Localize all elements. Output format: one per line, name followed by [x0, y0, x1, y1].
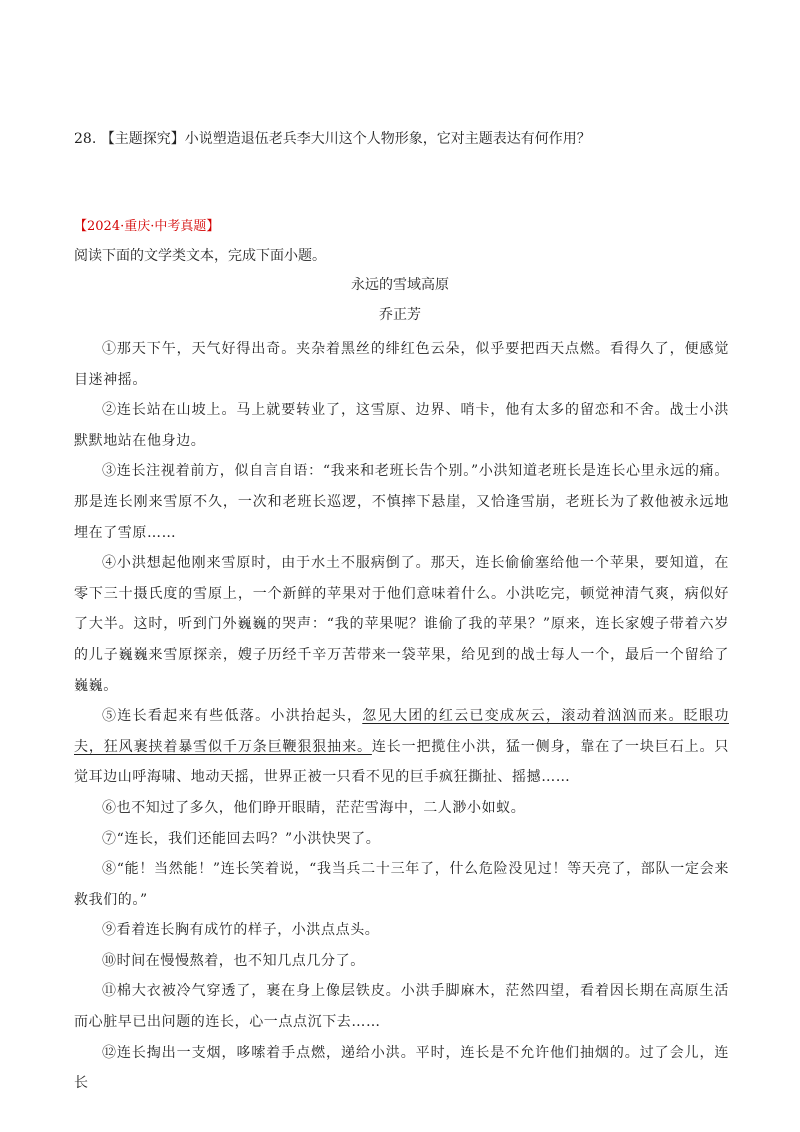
- paragraph-10: ⑩时间在慢慢熬着，也不知几点几分了。: [102, 952, 365, 969]
- source-tag: 【2024·重庆·中考真题】: [74, 219, 220, 234]
- paragraph-5-lead: ⑤连长看起来有些低落。小洪抬起头，: [102, 708, 363, 725]
- paragraph-11: ⑪棉大衣被冷气穿透了，裹在身上像层铁皮。小洪手脚麻木，茫然四望，看着因长期在高原生活而心脏早已出问题的连长，心一点点沉下去……: [74, 983, 729, 1031]
- paragraph-12: ⑫连长掏出一支烟，哆嗦着手点燃，递给小洪。平时，连长是不允许他们抽烟的。过了会儿，连长: [74, 1044, 729, 1092]
- paragraph-5: [74, 701, 729, 793]
- paragraph-1: ①那天下午，天气好得出奇。夹杂着黑丝的绯红色云朵，似乎要把西天点燃。看得久了，便感觉目迷神摇。: [74, 341, 729, 388]
- paragraph-9: ⑨看着连长胸有成竹的样子，小洪点点头。: [102, 922, 380, 939]
- paragraph-4: ④小洪想起他刚来雪原时，由于水土不服病倒了。那天，连长偷偷塞给他一个苹果，要知道，在零下三十摄氏度的雪原上，一个新鲜的苹果对于他们意味着什么。小洪吃完，顿觉神清气爽，病似好了大半。这时，听到门外巍巍的哭声：“我的苹果呢？谁偷了我的苹果？”原来，连长家嫂子带着六岁的儿子巍巍来雪原探亲，嫂子历经千辛万苦带来一袋苹果，给见到的战士每人一个，最后一个留给了巍巍。: [74, 555, 729, 694]
- underlined-sentence: 忽见大团的红云已变成灰云，滚动着汹汹而来。眨眼功夫，狂风裹挟着暴雪似千万条巨鞭狠狠抽来。: [74, 708, 729, 755]
- paragraph-2: ②连长站在山坡上。马上就要转业了，这雪原、边界、哨卡，他有太多的留恋和不舍。战士小洪默默地站在他身边。: [74, 402, 729, 449]
- reading-instruction: 阅读下面的文学类文本，完成下面小题。: [74, 248, 326, 264]
- paragraph-7: ⑦“连长，我们还能回去吗？”小洪快哭了。: [102, 830, 381, 847]
- paragraph-8: ⑧“能！当然能！”连长笑着说，“我当兵二十三年了，什么危险没见过！等天亮了，部队一定会来救我们的。”: [74, 861, 729, 908]
- article-author: 乔正芳: [379, 307, 421, 323]
- question-28: 28. 【主题探究】小说塑造退伍老兵李大川这个人物形象，它对主题表达有何作用？: [74, 131, 591, 147]
- article-title: 永远的雪域高原: [351, 277, 449, 293]
- paragraph-5-tail: 连长一把揽住小洪，猛一侧身，靠在了一块巨石上。只觉耳边山呼海啸、地动天摇，世界正被一只看不见的巨手疯狂撕扯、摇撼……: [74, 738, 729, 786]
- article-body: [74, 334, 729, 1099]
- paragraph-6: ⑥也不知过了多久，他们睁开眼睛，茫茫雪海中，二人渺小如蚁。: [102, 799, 526, 816]
- paragraph-3: ③连长注视着前方，似自言自语：“我来和老班长告个别。”小洪知道老班长是连长心里永远的痛。那是连长刚来雪原不久，一次和老班长巡逻，不慎摔下悬崖，又恰逢雪崩，老班长为了救他被永远地埋在了雪原……: [74, 463, 729, 541]
